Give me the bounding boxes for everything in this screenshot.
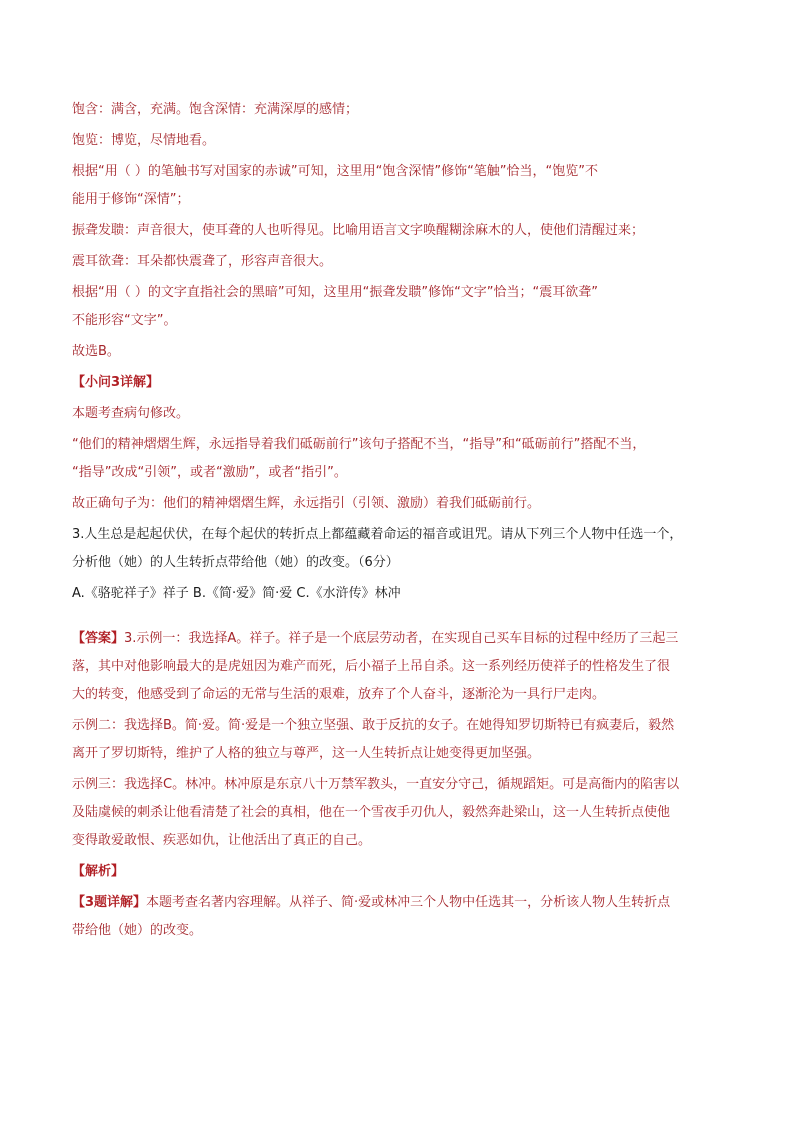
text-line: 带给他（她）的改变。 [72, 923, 203, 938]
text-line: 饱含：满含，充满。饱含深情：充满深厚的感情； [72, 102, 359, 117]
answer-label: 【答案】 [72, 631, 125, 646]
paragraph-analysis-2 [72, 283, 722, 331]
paragraph-zhener-definition [72, 252, 722, 272]
text-line: 本题考查病句修改。 [72, 406, 190, 421]
detail-label: 【3题详解】 [72, 895, 147, 910]
analysis-q3-detail [72, 893, 722, 941]
text-line: 离开了罗切斯特，维护了人格的独立与尊严，这一人生转折点让她变得更加坚强。 [72, 746, 541, 761]
paragraph-corrected-sentence [72, 494, 722, 514]
question-3 [72, 525, 722, 573]
text-line: 故正确句子为：他们的精神熠熠生辉，永远指引（引领、激励）着我们砥砺前行。 [72, 496, 541, 511]
text-line: “指导”改成“引领”，或者“激励”，或者“指引”。 [72, 465, 347, 480]
text-line: 振聋发聩：声音很大，使耳聋的人也听得见。比喻用语言文字唤醒糊涂麻木的人，使他们清醒过来； [72, 223, 645, 238]
section-label-analysis [72, 862, 722, 882]
text-line: 示例三：我选择C。林冲。林冲原是东京八十万禁军教头，一直安分守己，循规蹈矩。可是高衙内的陷害以 [72, 777, 680, 792]
text-line [72, 893, 722, 913]
text-line: 大的转变，他感受到了命运的无常与生活的艰难，放弃了个人奋斗，逐渐沦为一具行尸走肉。 [72, 687, 606, 702]
section-label: 【解析】 [72, 864, 125, 879]
text-line: 变得敢爱敢恨、疾恶如仇，让他活出了真正的自己。 [72, 833, 372, 848]
detail-text: 本题考查名著内容理解。从祥子、简·爱或林冲三个人物中任选其一，分析该人物人生转折点 [146, 895, 671, 910]
text-line: 落，其中对他影响最大的是虎妞因为难产而死，后小福子上吊自杀。这一系列经历使祥子的性格发生了很 [72, 659, 671, 674]
answer-example-2 [72, 716, 722, 764]
paragraph-topic [72, 404, 722, 424]
paragraph-sentence-analysis [72, 435, 722, 483]
document-page [72, 100, 722, 941]
question-3-options [72, 584, 722, 604]
text-line: 震耳欲聋：耳朵都快震聋了，形容声音很大。 [72, 254, 333, 269]
text-line: 故选B。 [72, 344, 120, 359]
text-line: 根据“用（ ）的笔触书写对国家的赤诚”可知，这里用“饱含深情”修饰“笔触”恰当，“饱览”不 [72, 164, 599, 179]
text-line: 3.人生总是起起伏伏，在每个起伏的转折点上都蕴藏着命运的福音或诅咒。请从下列三个人物中任选一个， [72, 527, 683, 542]
paragraph-baolan-definition [72, 131, 722, 151]
text-line: 能用于修饰“深情”； [72, 192, 190, 207]
spacer [72, 615, 722, 629]
text-line: 分析他（她）的人生转折点带给他（她）的改变。（6分） [72, 555, 399, 570]
section-label-q3-detail [72, 373, 722, 393]
paragraph-choice [72, 342, 722, 362]
text-line: “他们的精神熠熠生辉，永远指导着我们砥砺前行”该句子搭配不当，“指导”和“砥砺前行”搭配不当， [72, 437, 646, 452]
text-line: 示例二：我选择B。简·爱。简·爱是一个独立坚强、敢于反抗的女子。在她得知罗切斯特已有疯妻后，毅然 [72, 718, 675, 733]
text-line: 饱览：博览，尽情地看。 [72, 133, 216, 148]
options-line: A.《骆驼祥子》祥子 B.《简·爱》简·爱 C.《水浒传》林冲 [72, 586, 401, 601]
paragraph-analysis-1 [72, 162, 722, 210]
answer-example-3 [72, 775, 722, 851]
answer-text: 3.示例一：我选择A。祥子。祥子是一个底层劳动者，在实现自己买车目标的过程中经历了三起三 [124, 631, 679, 646]
text-line: 不能形容“文字”。 [72, 313, 177, 328]
text-line: 根据“用（ ）的文字直指社会的黑暗”可知，这里用“振聋发聩”修饰“文字”恰当；“震耳欲聋” [72, 285, 599, 300]
paragraph-baohan-definition [72, 100, 722, 120]
answer-example-1 [72, 629, 722, 705]
paragraph-zhenlong-definition [72, 221, 722, 241]
text-line [72, 629, 722, 649]
text-line: 及陆虞候的刺杀让他看清楚了社会的真相，他在一个雪夜手刃仇人，毅然奔赴梁山，这一人生转折点使他 [72, 805, 671, 820]
section-label: 【小问3详解】 [72, 375, 160, 390]
